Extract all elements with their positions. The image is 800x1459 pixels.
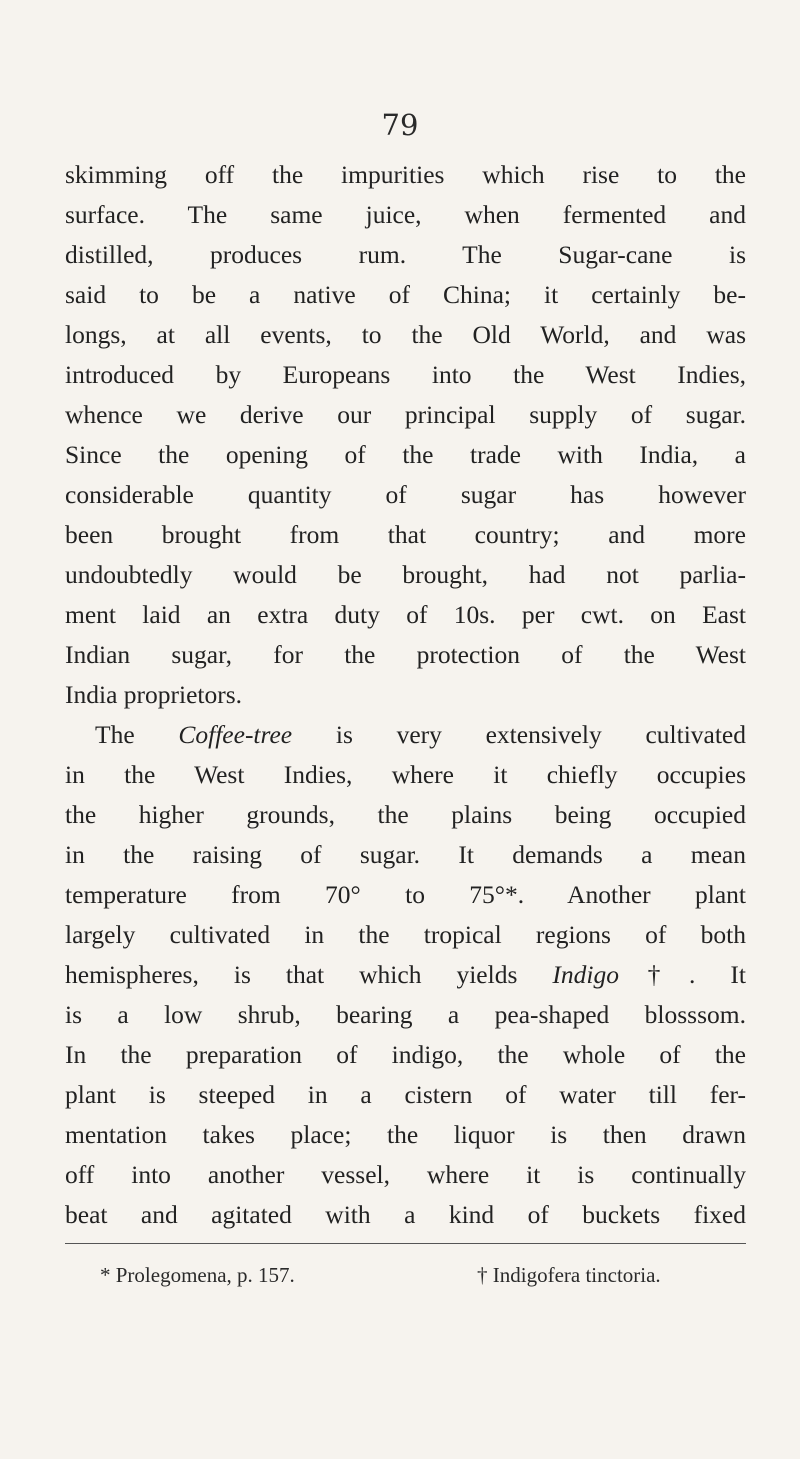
footnote-indigofera: † Indigofera tinctoria. xyxy=(477,1263,661,1287)
text-line: undoubtedly would be brought, had not parlia- xyxy=(65,560,746,589)
text-line: In the preparation of indigo, the whole of the xyxy=(65,1040,746,1069)
text-line: Indian sugar, for the protection of the West xyxy=(65,640,746,669)
text-line: considerable quantity of sugar has however xyxy=(65,480,746,509)
text-line: said to be a native of China; it certainly be- xyxy=(65,280,746,309)
text-line: in the West Indies, where it chiefly occupies xyxy=(65,760,746,789)
text-line: in the raising of sugar. It demands a mean xyxy=(65,840,746,869)
text-line: Since the opening of the trade with India, a xyxy=(65,440,746,469)
text-line: temperature from 70° to 75°*. Another plant xyxy=(65,880,746,909)
page-number: 79 xyxy=(381,108,419,142)
footnotes xyxy=(0,1255,800,1295)
footnote-prolegomena: * Prolegomena, p. 157. xyxy=(100,1263,295,1287)
text-line: skimming off the impurities which rise to the xyxy=(65,160,746,189)
italic-term: Indigo xyxy=(552,960,619,989)
italic-term: Coffee-tree xyxy=(178,720,293,749)
text-line xyxy=(95,715,746,755)
text-line: been brought from that country; and more xyxy=(65,520,746,549)
text-line: the higher grounds, the plains being occupied xyxy=(65,800,746,829)
text-segment: hemispheres, is that which yields xyxy=(65,960,553,989)
text-line: ment laid an extra duty of 10s. per cwt. on East xyxy=(65,600,746,629)
text-segment: †. It xyxy=(618,960,746,989)
text-line: off into another vessel, where it is continually xyxy=(65,1160,746,1189)
text-segment: is very extensively cultivated xyxy=(292,720,746,749)
text-line: mentation takes place; the liquor is then drawn xyxy=(65,1120,746,1149)
text-line: introduced by Europeans into the West Indies, xyxy=(65,360,746,389)
text-line: surface. The same juice, when fermented and xyxy=(65,200,746,229)
text-line: is a low shrub, bearing a pea-shaped blosssom. xyxy=(65,1000,746,1029)
text-line: largely cultivated in the tropical regions of both xyxy=(65,920,746,949)
text-line xyxy=(65,955,746,995)
text-segment: The xyxy=(95,720,179,749)
text-line: distilled, produces rum. The Sugar-cane is xyxy=(65,240,746,269)
text-line: India proprietors. xyxy=(65,680,243,709)
text-line: beat and agitated with a kind of buckets fixed xyxy=(65,1200,746,1229)
footnote-divider xyxy=(65,1243,746,1244)
text-line: plant is steeped in a cistern of water till fer- xyxy=(65,1080,746,1109)
text-line: whence we derive our principal supply of sugar. xyxy=(65,400,746,429)
text-line: longs, at all events, to the Old World, and was xyxy=(65,320,746,349)
